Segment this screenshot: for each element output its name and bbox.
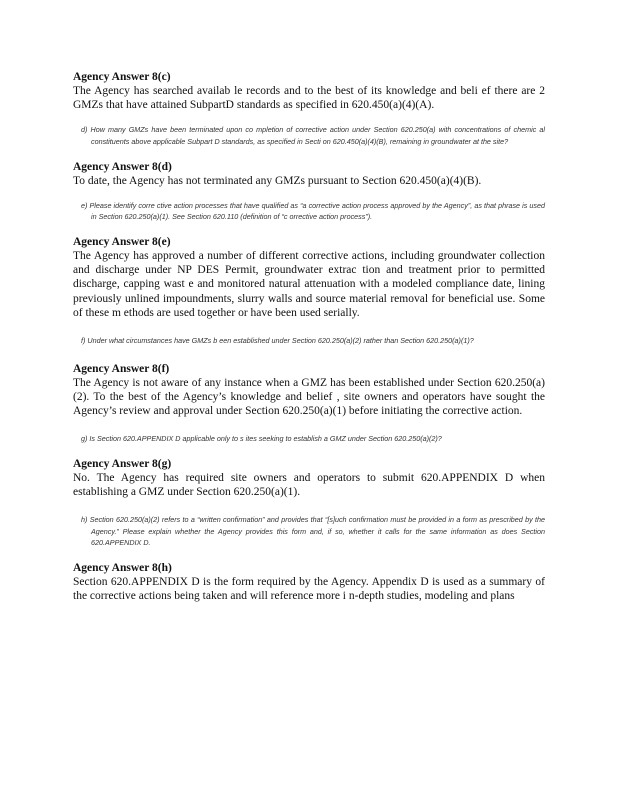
answer-heading-8c: Agency Answer 8(c): [73, 71, 171, 83]
answer-heading-8d: Agency Answer 8(d): [73, 160, 172, 173]
answer-text-8h: Section 620.APPENDIX D is the form required by the Agency. Appendix D is used as a summary of the corrective actions being taken and will reference more i n-depth studies, modeling and plans: [73, 575, 545, 603]
answer-text-8e: The Agency has approved a number of different corrective actions, including groundwater collection and discharge under NP DES Permit, groundwater extrac tion and treatment prior to permitted discharge, capping wast e and monitored natural attenuation with a modeled compliance date, lining previously unlined impoundments, slurry walls and source material removal for beneficial use. Some of these m ethods are used together or have been used serially.: [73, 249, 545, 319]
answer-heading-8e: Agency Answer 8(e): [73, 235, 171, 248]
answer-text-8f: The Agency is not aware of any instance when a GMZ has been established under Section 620.250(a)(2). To the best of the Agency’s knowledge and belief , site owners and operators have sought the Agency’s review and approval under Section 620.250(a)(1) before initiating the corrective action.: [73, 376, 545, 417]
question-8h: h) Section 620.250(a)(2) refers to a “written confirmation” and provides that “[s]uch confirmation must be provided in a form as prescribed by the Agency.” Please explain whether the Agency provides this form and, if so, whether it calls for the same information as does Section 620.APPENDIX D.: [81, 515, 545, 548]
document-body: [73, 70, 545, 603]
answer-text-8c: The Agency has searched availab le records and to the best of its knowledge and beli ef there are 2 GMZs that have attained SubpartD standards as specified in 620.450(a)(4)(A).: [73, 85, 545, 112]
question-8d: d) How many GMZs have been terminated upon co mpletion of corrective action under Section 620.250(a) with concentrations of chemic al constituents above applicable Subpart D standards, as specified in Secti on 620.450(a)(4)(B), remaining in groundwater at the site?: [81, 125, 545, 146]
answer-heading-8h: Agency Answer 8(h): [73, 561, 172, 574]
answer-heading-8g: Agency Answer 8(g): [73, 457, 172, 470]
question-8f: f) Under what circumstances have GMZs b een established under Section 620.250(a)(2) rather than Section 620.250(a)(1)?: [81, 336, 474, 345]
answer-text-8g: No. The Agency has required site owners and operators to submit 620.APPENDIX D when establishing a GMZ under Section 620.250(a)(1).: [73, 471, 545, 498]
answer-heading-8f: Agency Answer 8(f): [73, 362, 170, 375]
question-8g: g) Is Section 620.APPENDIX D applicable only to s ites seeking to establish a GMZ under Section 620.250(a)(2)?: [81, 434, 442, 444]
answer-text-8d: To date, the Agency has not terminated any GMZs pursuant to Section 620.450(a)(4)(B).: [73, 174, 482, 187]
question-8e: e) Please identify corre ctive action processes that have qualified as “a corrective action process approved by the Agency”, as that phrase is used in Section 620.250(a)(1). See Section 620.110 (definition of “c orrective action process”).: [81, 200, 545, 222]
